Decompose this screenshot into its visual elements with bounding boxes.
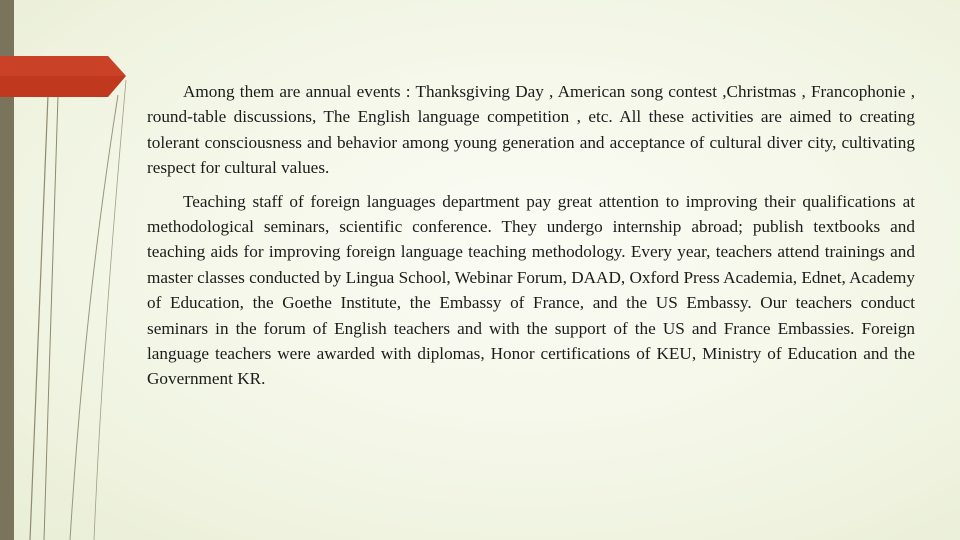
decor-line-1 bbox=[30, 95, 48, 540]
red-accent-highlight bbox=[0, 56, 126, 76]
decor-line-3 bbox=[70, 95, 118, 540]
paragraph-events: Among them are annual events : Thanksgiving Day , American song contest ,Christmas , Francophonie , round-table discussions, The English language competition , etc. All these activities are aimed to creating tolerant consciousness and behavior among young generation and acceptance of cultural diver city, cultivating respect for cultural values. bbox=[147, 82, 915, 178]
paragraph-teaching-staff: Teaching staff of foreign languages department pay great attention to improving their qualifications at methodological seminars, scientific conference. They undergo internship abroad; publish textbooks and teaching aids for improving foreign language teaching methodology. Every year, teachers attend trainings and master classes conducted by Lingua School, Webinar Forum, DAAD, Oxford Press Academia, Ednet, Academy of Education, the Goethe Institute, the Embassy of France, and the US Embassy. Our teachers conduct seminars in the forum of English teachers and with the support of the US and France Embassies. Foreign language teachers were awarded with diplomas, Honor certifications of KEU, Ministry of Education and the Government KR. bbox=[147, 191, 915, 389]
decor-line-2 bbox=[44, 95, 58, 540]
slide-body-text bbox=[147, 79, 915, 392]
red-accent-tab bbox=[0, 0, 130, 110]
